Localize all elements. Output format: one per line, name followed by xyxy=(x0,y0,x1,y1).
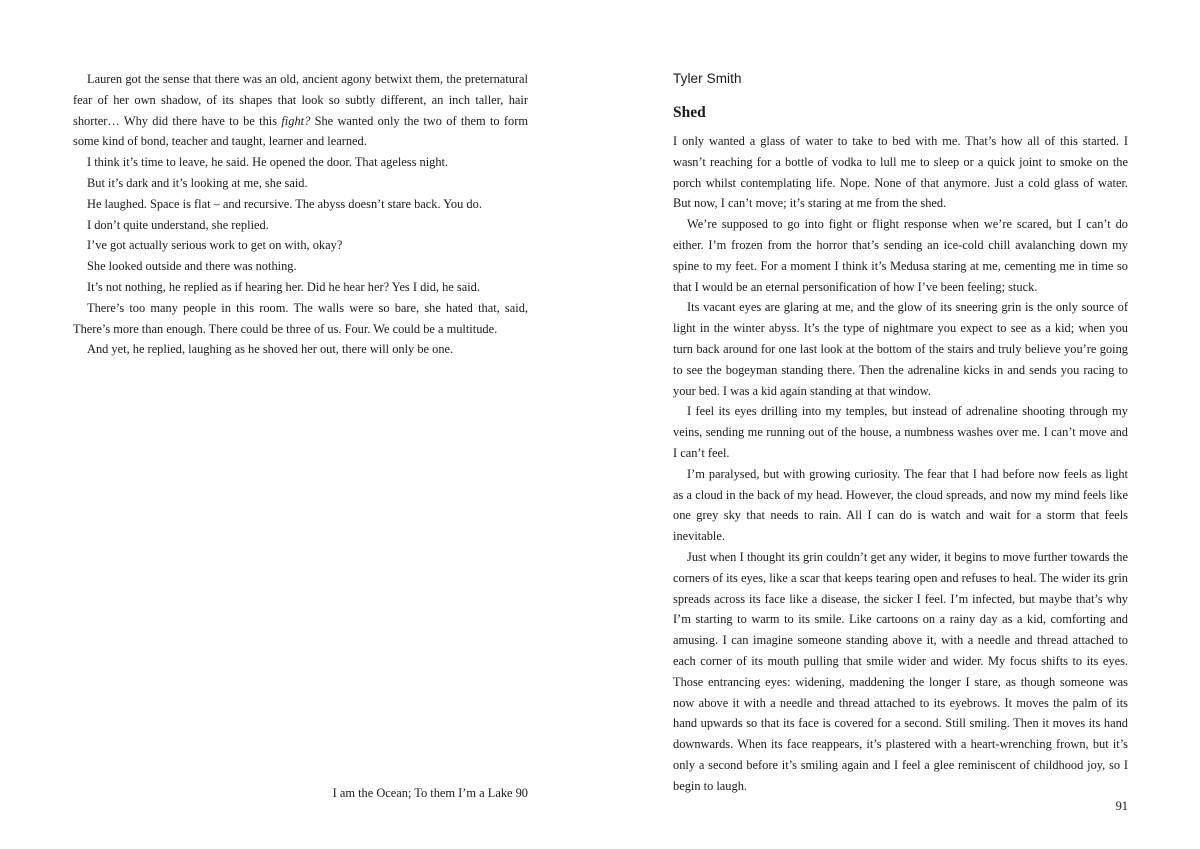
paragraph: I’m paralysed, but with growing curiosity. The fear that I had before now feels as light as a cloud in the back of my head. However, the cloud spreads, and now my mind feels like one grey sky that needs to rain. All I can do is watch and wait for a storm that feels inevitable. xyxy=(673,466,1128,544)
right-page-body xyxy=(673,131,1128,797)
paragraph: And yet, he replied, laughing as he shoved her out, there will only be one. xyxy=(87,342,454,357)
italic-word: fight? xyxy=(281,113,311,128)
paragraph: There’s too many people in this room. The walls were so bare, she hated that, said, There’s more than enough. There could be three of us. Four. We could be a multitude. xyxy=(73,300,528,336)
paragraph: I think it’s time to leave, he said. He opened the door. That ageless night. xyxy=(87,155,449,170)
paragraph: I don’t quite understand, she replied. xyxy=(87,217,269,232)
paragraph: Its vacant eyes are glaring at me, and the glow of its sneering grin is the only source of light in the winter abyss. It’s the type of nightmare you expect to see as a kid; when you turn back around for one last look at the bottom of the stairs and truly believe you’re going to see the bogeyman standing there. Then the adrenaline kicks in and sends you racing to your bed. I was a kid again standing at that window. xyxy=(673,300,1128,398)
story-title: Shed xyxy=(673,104,706,121)
paragraph: Lauren got the sense that there was an old, ancient agony betwixt them, the preternatural fear of her own shadow, of its shapes that look so subtly different, an inch taller, hair shorter… Why did there have to be this fight? She wanted only the two of them to form some kind of bond, teacher and taught, learner and learned. xyxy=(73,72,528,149)
paragraph: It’s not nothing, he replied as if hearing her. Did he hear her? Yes I did, he said. xyxy=(87,279,480,294)
page-number: 91 xyxy=(1115,799,1128,813)
paragraph: I feel its eyes drilling into my temples, but instead of adrenaline shooting through my veins, sending me running out of the house, a numbness washes over me. I can’t move and I can’t feel. xyxy=(673,404,1128,460)
paragraph: He laughed. Space is flat – and recursive. The abyss doesn’t stare back. You do. xyxy=(87,196,482,211)
author-name: Tyler Smith xyxy=(673,71,742,86)
paragraph: I’ve got actually serious work to get on with, okay? xyxy=(87,238,343,253)
paragraph: But it’s dark and it’s looking at me, she said. xyxy=(87,175,308,190)
paragraph: Just when I thought its grin couldn’t get any wider, it begins to move further towards the corners of its eyes, like a scar that keeps tearing open and refuses to heal. The wider its grin spreads across its face like a disease, the sicker I feel. I’m infected, but maybe that’s why I’m starting to warm to its smile. Like cartoons on a rainy day as a kid, comforting and amusing. I can imagine someone standing above it, with a needle and thread attached to each corner of its mouth pulling that smile wider and wider. My focus shifts to its eyes. Those entrancing eyes: widening, maddening the longer I stare, as though someone was now above it with a needle and thread attached to its eyebrows. It moves the palm of its hand upwards so that its face is covered for a second. Still smiling. Then it moves its hand downwards. When its face reappears, it’s plastered with a heart-wrenching frown, but it’s only a second before it’s smiling again and I feel a glee reminiscent of childhood joy, so I begin to laugh. xyxy=(673,549,1128,793)
right-page xyxy=(600,0,1200,849)
paragraph: We’re supposed to go into fight or flight response when we’re scared, but I can’t do either. I’m frozen from the horror that’s sending an ice-cold chill avalanching down my spine to my feet. For a moment I think it’s Medusa staring at me, cementing me in time so that I would be an eternal personification of how I’ve been feeling; stuck. xyxy=(673,217,1128,294)
paragraph: I only wanted a glass of water to take to bed with me. That’s how all of this started. I wasn’t reaching for a bottle of vodka to lull me to sleep or a quick joint to smoke on the porch whilst contemplating life. Nope. None of that anymore. Just a cold glass of water. But now, I can’t move; it’s staring at me from the shed. xyxy=(673,134,1128,211)
running-footer: I am the Ocean; To them I’m a Lake 90 xyxy=(332,786,528,800)
left-page-body xyxy=(73,69,528,360)
paragraph: She looked outside and there was nothing. xyxy=(87,259,297,274)
